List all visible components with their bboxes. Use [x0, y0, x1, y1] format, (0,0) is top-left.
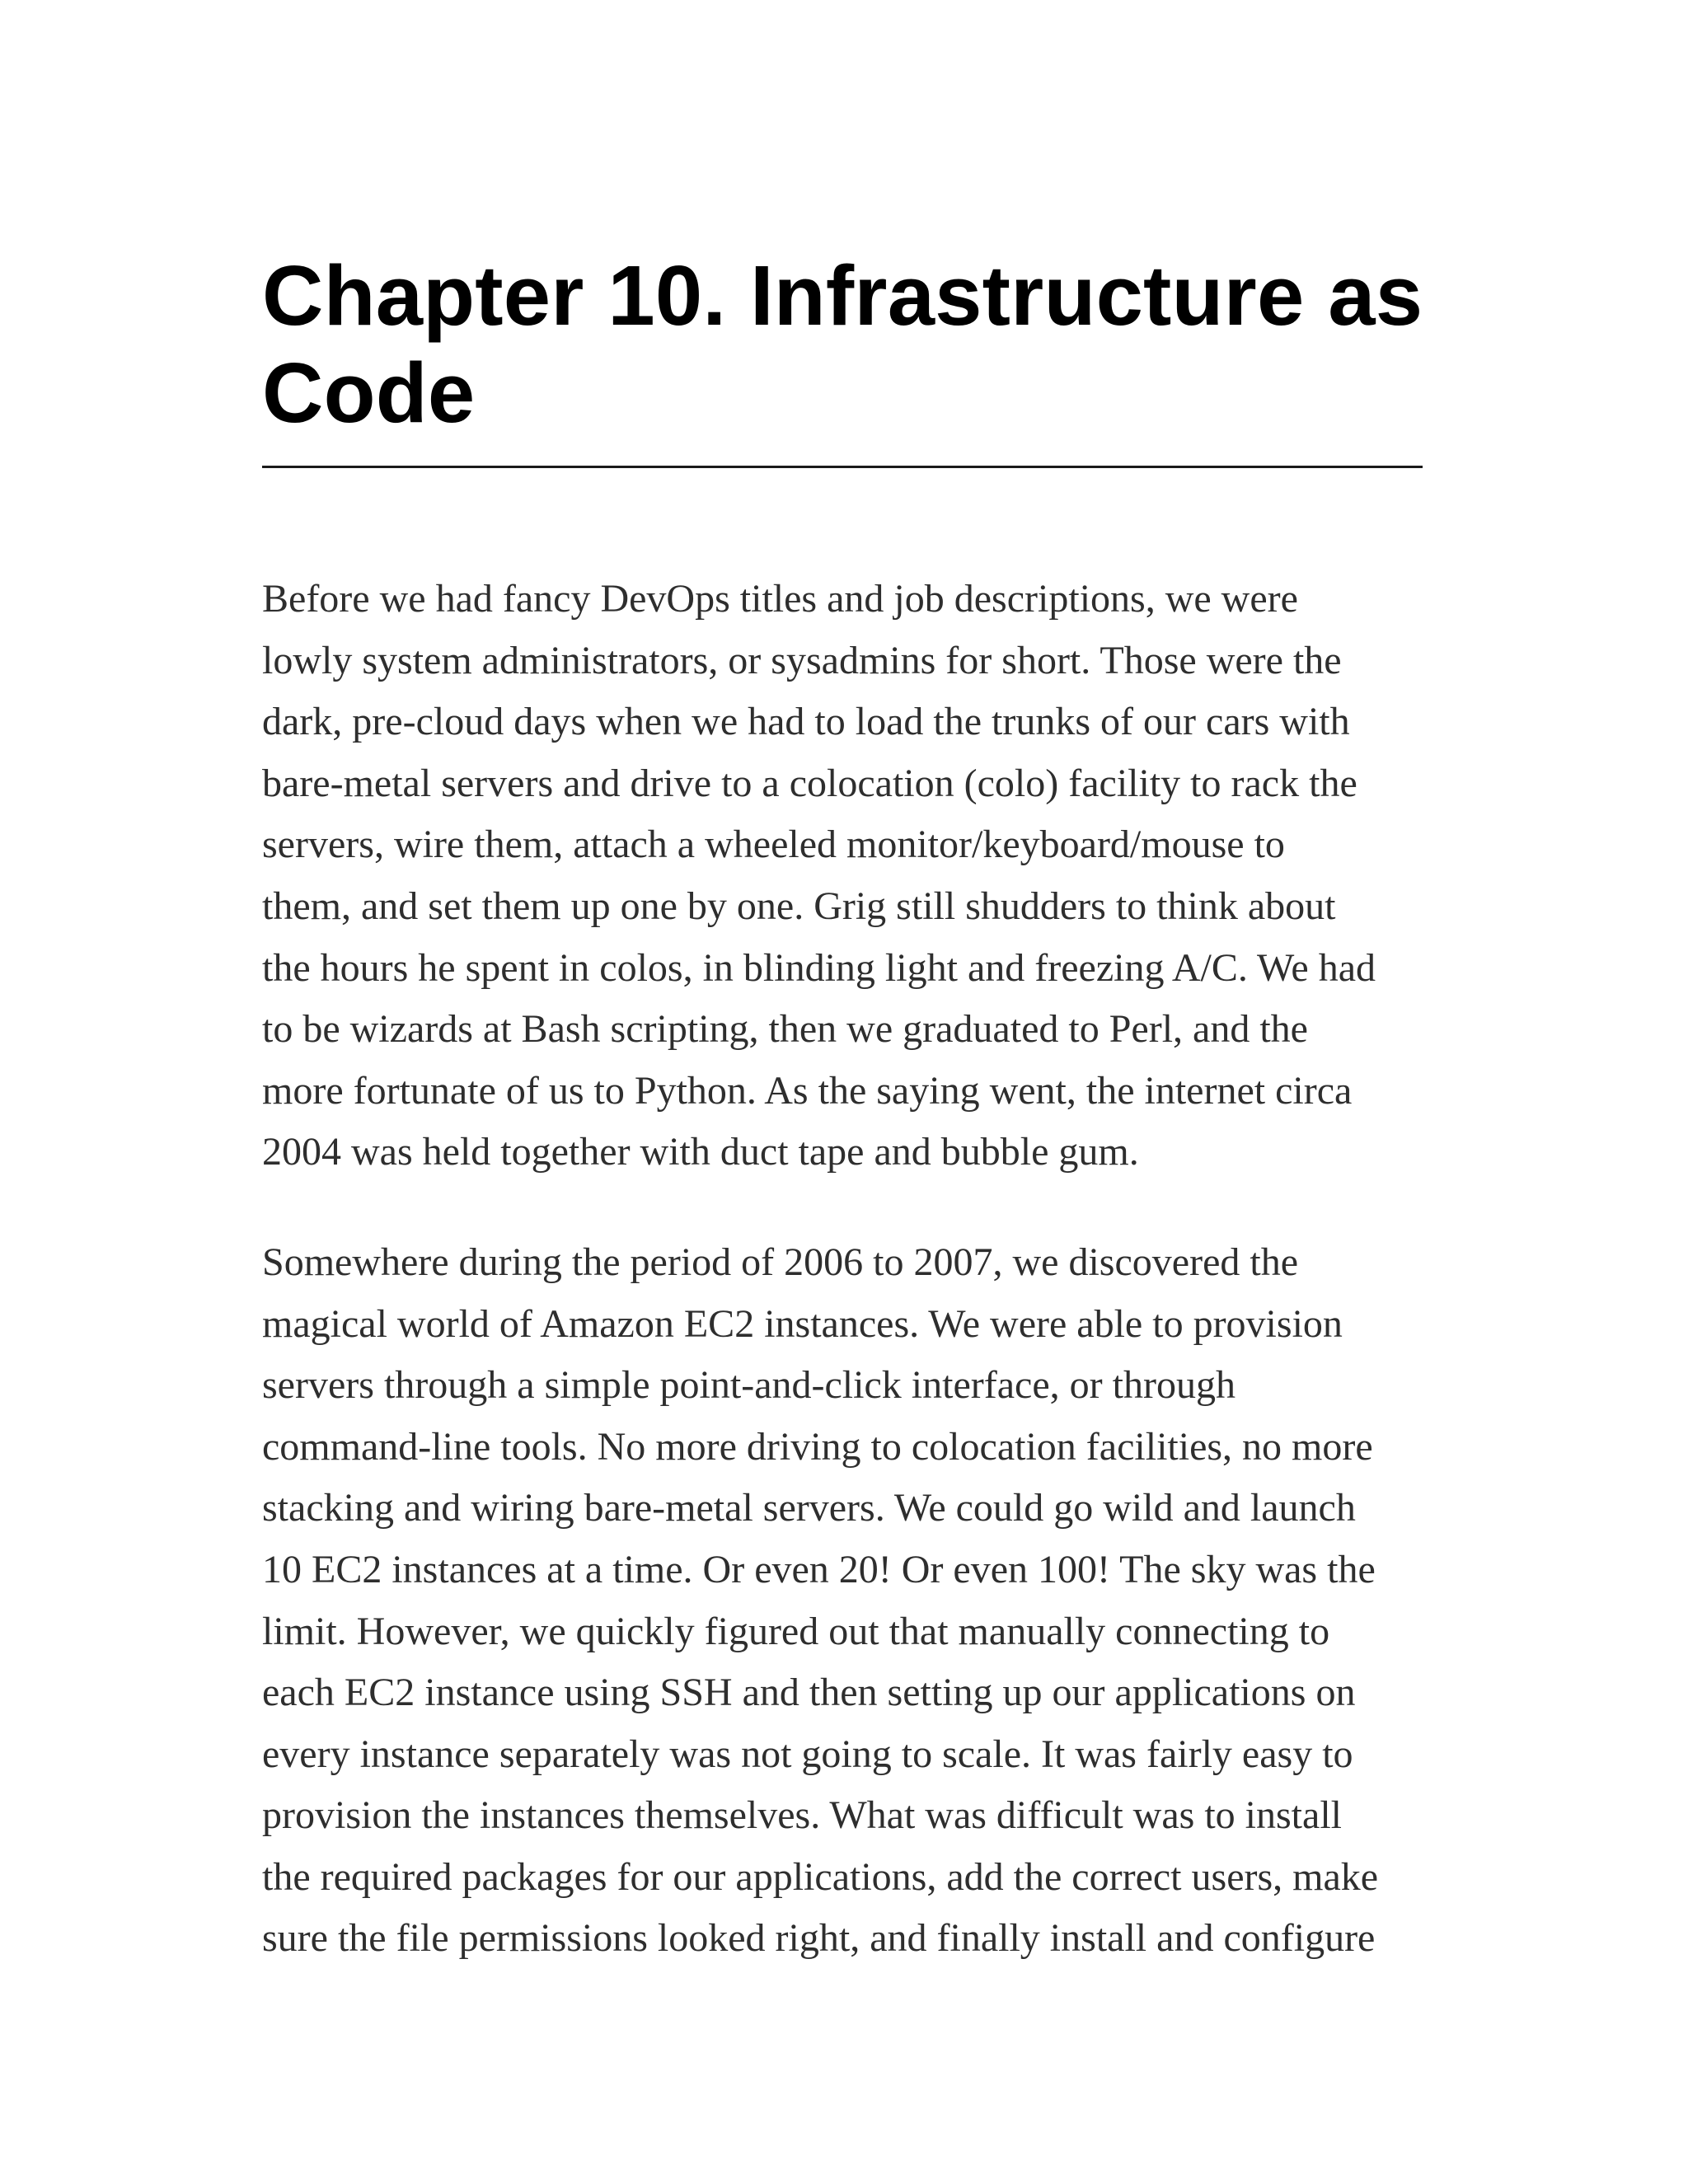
paragraph-line: Somewhere during the period of 2006 to 2007, we discovered the: [262, 1240, 1299, 1284]
paragraph-line: command-line tools. No more driving to colocation facilities, no more: [262, 1424, 1373, 1469]
chapter-title-line: Code: [262, 345, 476, 440]
paragraph-line: every instance separately was not going to scale. It was fairly easy to: [262, 1732, 1353, 1776]
chapter-body: [262, 569, 1432, 2018]
paragraph-ec2: [262, 1232, 1432, 1970]
chapter-title-line: Chapter 10. Infrastructure as: [262, 248, 1423, 343]
paragraph-line: limit. However, we quickly figured out that manually connecting to: [262, 1609, 1330, 1653]
paragraph-line: magical world of Amazon EC2 instances. We were able to provision: [262, 1301, 1343, 1346]
paragraph-line: to be wizards at Bash scripting, then we graduated to Perl, and the: [262, 1007, 1308, 1052]
paragraph-line: each EC2 instance using SSH and then setting up our applications on: [262, 1671, 1356, 1715]
paragraph-intro: [262, 569, 1432, 1183]
paragraph-line: more fortunate of us to Python. As the saying went, the internet circa: [262, 1068, 1353, 1113]
paragraph-line: dark, pre-cloud days when we had to load the trunks of our cars with: [262, 700, 1350, 744]
paragraph-line: sure the file permissions looked right, and finally install and configure: [262, 1916, 1376, 1961]
paragraph-line: the hours he spent in colos, in blinding light and freezing A/C. We had: [262, 945, 1376, 990]
paragraph-line: servers through a simple point-and-click interface, or through: [262, 1363, 1236, 1408]
chapter-title: [262, 247, 1423, 442]
paragraph-line: Before we had fancy DevOps titles and job descriptions, we were: [262, 577, 1298, 621]
paragraph-line: provision the instances themselves. What was difficult was to install: [262, 1793, 1342, 1838]
paragraph-line: servers, wire them, attach a wheeled monitor/keyboard/mouse to: [262, 823, 1285, 867]
title-divider: [262, 466, 1423, 468]
paragraph-line: lowly system administrators, or sysadmins for short. Those were the: [262, 638, 1342, 682]
paragraph-line: 2004 was held together with duct tape and bubble gum.: [262, 1130, 1139, 1174]
paragraph-line: bare-metal servers and drive to a colocation (colo) facility to rack the: [262, 761, 1357, 805]
paragraph-line: them, and set them up one by one. Grig still shudders to think about: [262, 883, 1336, 928]
paragraph-line: stacking and wiring bare-metal servers. We could go wild and launch: [262, 1486, 1356, 1530]
paragraph-line: 10 EC2 instances at a time. Or even 20! Or even 100! The sky was the: [262, 1547, 1376, 1591]
paragraph-line: the required packages for our applications, add the correct users, make: [262, 1854, 1379, 1899]
